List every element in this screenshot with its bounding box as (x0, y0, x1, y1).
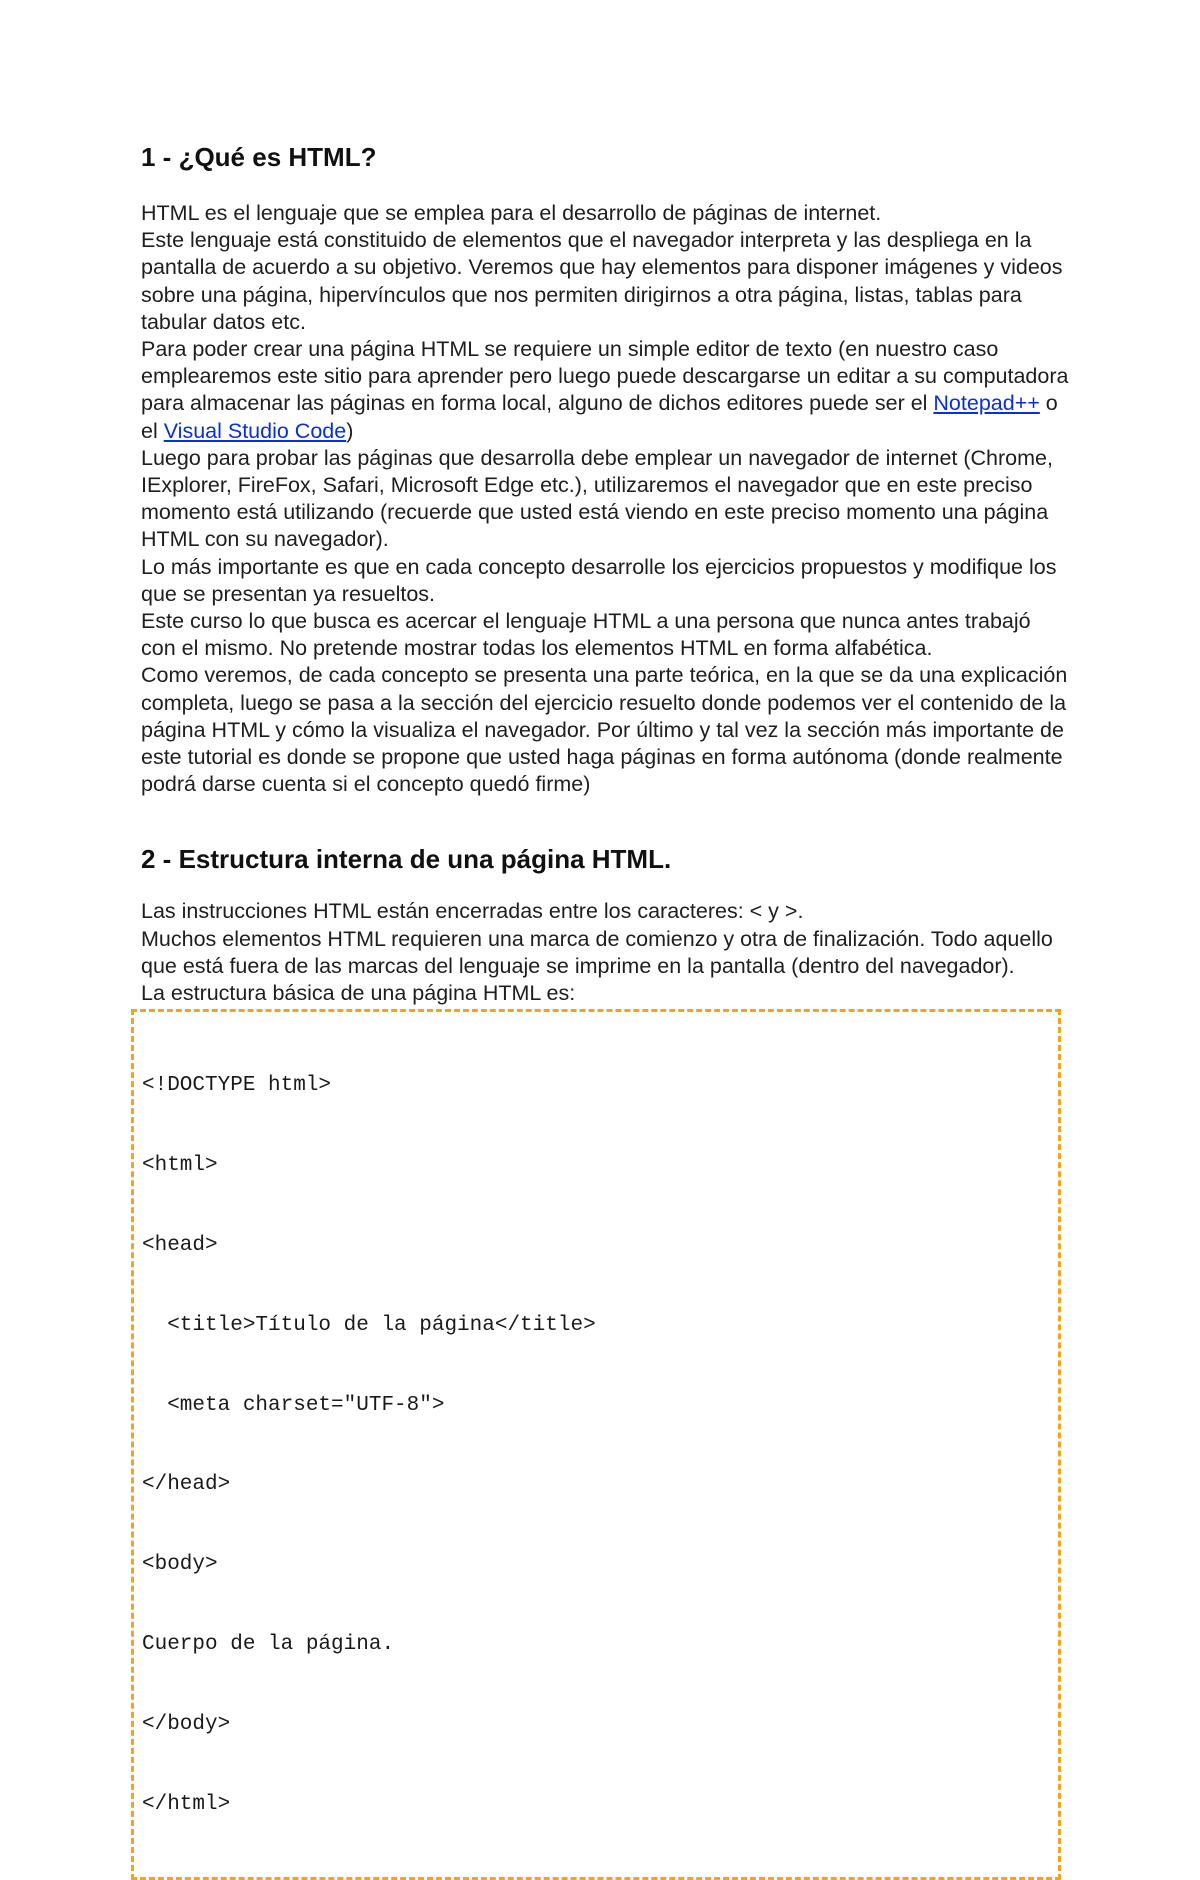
paragraph: HTML es el lenguaje que se emplea para el desarrollo de páginas de internet. (141, 201, 882, 225)
paragraph: Como veremos, de cada concepto se presenta una parte teórica, en la que se da una explicación completa, luego se pasa a la sección del ejercicio resuelto donde podemos ver el contenido de la página HTML y cómo la visualiza el navegador. Por último y tal vez la sección más importante de este tutorial es donde se propone que usted haga páginas en forma autónoma (donde realmente podrá darse cuenta si el concepto quedó firme) (141, 663, 1068, 797)
code-line: </head> (142, 1473, 231, 1497)
section-title-what-is-html: 1 - ¿Qué es HTML? (141, 142, 377, 172)
code-line: <body> (142, 1553, 218, 1577)
document-page (141, 140, 1071, 1880)
code-example-box (131, 1009, 1061, 1880)
code-line: Cuerpo de la página. (142, 1632, 395, 1656)
code-line: <meta charset="UTF-8"> (142, 1393, 445, 1417)
code-line: <!DOCTYPE html> (142, 1074, 332, 1098)
paragraph: La estructura básica de una página HTML es: (141, 981, 576, 1006)
paragraph: Las instrucciones HTML están encerradas entre los caracteres: < y >. (141, 899, 804, 924)
code-line: <head> (142, 1234, 218, 1258)
paragraph-editors (141, 336, 1071, 445)
paragraph: Lo más importante es que en cada concepto desarrolle los ejercicios propuestos y modifique los que se presentan ya resueltos. (141, 554, 1057, 606)
paragraph: Este lenguaje está constituido de elementos que el navegador interpreta y las despliega en la pantalla de acuerdo a su objetivo. Veremos que hay elementos para disponer imágenes y videos sobre una página, hipervínculos que nos permiten dirigirnos a otra página, listas, tablas para tabular datos etc. (141, 228, 1063, 334)
paragraph: Luego para probar las páginas que desarrolla debe emplear un navegador de internet (Chrome, IExplorer, FireFox, Safari, Microsoft Edge etc.), utilizaremos el navegador que en este preciso momento está utilizando (recuerde que usted está viendo en este preciso momento una página HTML con su navegador). (141, 445, 1053, 552)
section1-body (141, 200, 1071, 798)
notepad-plus-plus-link[interactable]: Notepad++ (933, 391, 1040, 416)
section2-body (141, 898, 1071, 1007)
paragraph: Este curso lo que busca es acercar el lenguaje HTML a una persona que nunca antes trabajó con el mismo. No pretende mostrar todas los elementos HTML en forma alfabética. (141, 609, 1031, 661)
code-line: <html> (142, 1154, 218, 1178)
code-line: </html> (142, 1792, 231, 1816)
paragraph-text: Para poder crear una página HTML se requiere un simple editor de texto (en nuestro caso emplearemos este sitio para aprender pero luego puede descargarse un editar a su computadora para almacenar las páginas en forma local, alguno de dichos editores puede ser el (141, 337, 1069, 416)
code-line: </body> (142, 1712, 231, 1736)
visual-studio-code-link[interactable]: Visual Studio Code (163, 418, 347, 443)
paragraph-text: o el (141, 391, 1058, 443)
paragraph-text: ) (346, 418, 354, 443)
section-title-page-structure: 2 - Estructura interna de una página HTML. (141, 844, 672, 875)
code-line: <title>Título de la página</title> (142, 1313, 596, 1337)
paragraph: Muchos elementos HTML requieren una marca de comienzo y otra de finalización. Todo aquello que está fuera de las marcas del lenguaje se imprime en la pantalla (dentro del navegador). (141, 926, 1053, 978)
